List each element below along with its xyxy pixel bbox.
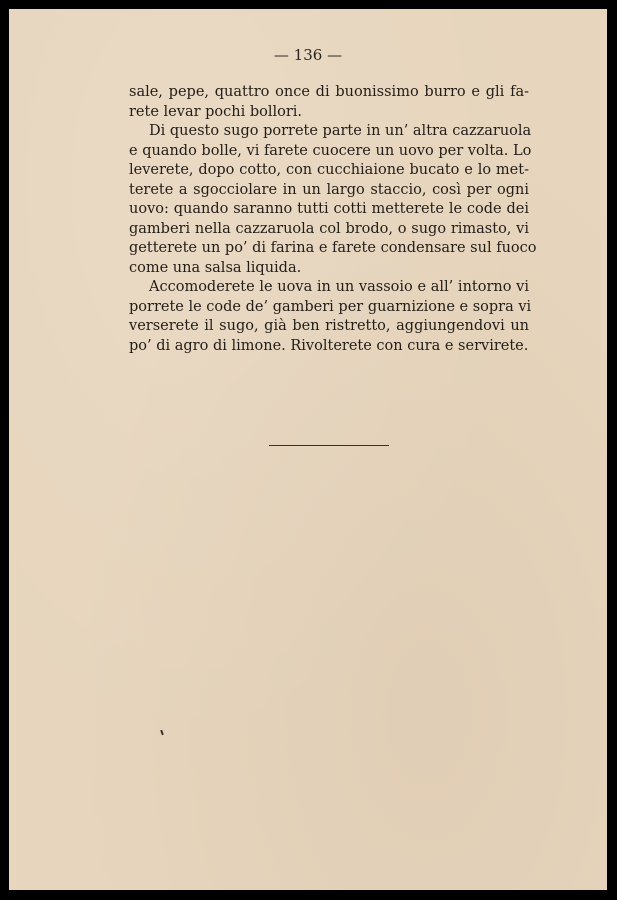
text-line: sale, pepe, quattro once di buonissimo burro e gli fa- xyxy=(129,84,529,100)
paper-speck xyxy=(160,730,164,735)
text-line: rete levar pochi bollori. xyxy=(129,103,303,120)
text-line: Accomoderete le uova in un vassoio e all’ intorno vi xyxy=(149,279,529,295)
text-line: come una salsa liquida. xyxy=(129,259,302,276)
text-line: gamberi nella cazzaruola col brodo, o sugo rimasto, vi xyxy=(129,220,529,237)
text-line: po’ di agro di limone. Rivolterete con cura e servirete. xyxy=(129,337,529,354)
text-line: terete a sgocciolare in un largo staccio, così per ogni xyxy=(129,181,529,198)
text-line: porrete le code de’ gamberi per guarnizione e sopra vi xyxy=(129,298,532,315)
text-line: e quando bolle, vi farete cuocere un uovo per volta. Lo xyxy=(129,142,532,159)
text-line: Di questo sugo porrete parte in un’ altra cazzaruola xyxy=(149,123,532,139)
text-line: leverete, dopo cotto, con cucchiaione bucato e lo met- xyxy=(129,162,529,178)
book-page xyxy=(9,9,607,890)
section-divider xyxy=(269,445,389,446)
text-line: getterete un po’ di farina e farete condensare sul fuoco xyxy=(129,240,537,256)
body-text xyxy=(129,83,537,356)
page-number: — 136 — xyxy=(273,46,343,64)
text-line: uovo: quando saranno tutti cotti metterete le code dei xyxy=(129,201,529,217)
text-line: verserete il sugo, già ben ristretto, aggiungendovi un xyxy=(129,318,529,334)
